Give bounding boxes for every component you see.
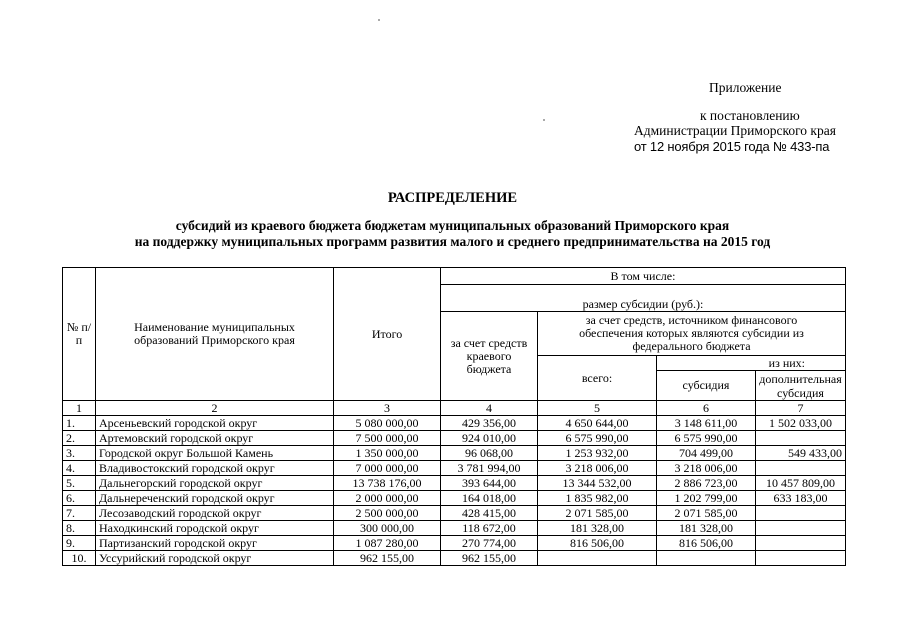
federal-total-amount: 816 506,00 <box>538 536 657 551</box>
row-number: 4. <box>63 461 96 476</box>
regional-budget-header: за счет средств краевого бюджета <box>441 312 538 401</box>
table-row <box>63 476 846 491</box>
additional-subsidy-header: дополнительная субсидия <box>756 371 846 401</box>
column-number: 6 <box>657 401 756 416</box>
column-number: 7 <box>756 401 846 416</box>
table-row <box>63 461 846 476</box>
table-row <box>63 491 846 506</box>
total-amount: 300 000,00 <box>334 521 441 536</box>
row-number: 10. <box>63 551 96 566</box>
document-subtitle-2: на поддержку муниципальных программ развития малого и среднего предпринимательства на 2015 год <box>134 234 771 249</box>
additional-subsidy-amount <box>756 521 846 536</box>
row-number: 9. <box>63 536 96 551</box>
additional-subsidy-amount <box>756 536 846 551</box>
subsidy-size-header: размер субсидии (руб.): <box>441 285 846 312</box>
additional-subsidy-amount <box>756 506 846 521</box>
additional-subsidy-amount: 549 433,00 <box>756 446 846 461</box>
subsidy-header: субсидия <box>657 371 756 401</box>
regional-amount: 118 672,00 <box>441 521 538 536</box>
municipality-name: Арсеньевский городской округ <box>96 416 334 431</box>
header-row <box>63 268 846 285</box>
municipality-name: Владивостокский городской округ <box>96 461 334 476</box>
appendix-label: Приложение <box>709 80 782 95</box>
col-num-header: № п/п <box>63 268 96 401</box>
subsidy-amount: 1 202 799,00 <box>657 491 756 506</box>
table-row <box>63 506 846 521</box>
total-amount: 13 738 176,00 <box>334 476 441 491</box>
scan-speck <box>543 119 545 121</box>
total-amount: 7 000 000,00 <box>334 461 441 476</box>
subsidy-table <box>62 267 846 566</box>
federal-total-amount: 1 835 982,00 <box>538 491 657 506</box>
subsidy-amount: 2 071 585,00 <box>657 506 756 521</box>
regional-amount: 164 018,00 <box>441 491 538 506</box>
additional-subsidy-amount: 10 457 809,00 <box>756 476 846 491</box>
column-number-row <box>63 401 846 416</box>
fed-total-header: всего: <box>538 356 657 401</box>
municipality-name: Находкинский городской округ <box>96 521 334 536</box>
additional-subsidy-amount <box>756 431 846 446</box>
additional-subsidy-amount: 1 502 033,00 <box>756 416 846 431</box>
federal-total-amount: 2 071 585,00 <box>538 506 657 521</box>
table-row <box>63 521 846 536</box>
regional-amount: 3 781 994,00 <box>441 461 538 476</box>
total-amount: 2 500 000,00 <box>334 506 441 521</box>
additional-subsidy-amount <box>756 461 846 476</box>
federal-total-amount: 3 218 006,00 <box>538 461 657 476</box>
row-number: 6. <box>63 491 96 506</box>
additional-subsidy-amount <box>756 551 846 566</box>
resolution-date: от 12 ноября 2015 года № 433-па <box>634 139 830 154</box>
regional-amount: 962 155,00 <box>441 551 538 566</box>
subsidy-amount: 3 218 006,00 <box>657 461 756 476</box>
of-which-header: из них: <box>657 356 846 371</box>
row-number: 2. <box>63 431 96 446</box>
regional-amount: 96 068,00 <box>441 446 538 461</box>
col-name-header: Наименование муниципальных образований Приморского края <box>96 268 334 401</box>
total-amount: 5 080 000,00 <box>334 416 441 431</box>
table-row <box>63 551 846 566</box>
col-total-header: Итого <box>334 268 441 401</box>
federal-total-amount: 181 328,00 <box>538 521 657 536</box>
column-number: 1 <box>63 401 96 416</box>
table-row <box>63 416 846 431</box>
federal-total-amount <box>538 551 657 566</box>
total-amount: 1 350 000,00 <box>334 446 441 461</box>
table-row <box>63 431 846 446</box>
column-number: 4 <box>441 401 538 416</box>
subsidy-amount: 2 886 723,00 <box>657 476 756 491</box>
resolution-ref: к постановлению <box>700 108 800 123</box>
document-title: РАСПРЕДЕЛЕНИЕ <box>387 190 518 206</box>
row-number: 3. <box>63 446 96 461</box>
administration-ref: Администрации Приморского края <box>634 123 836 138</box>
regional-amount: 428 415,00 <box>441 506 538 521</box>
federal-total-amount: 1 253 932,00 <box>538 446 657 461</box>
subsidy-amount <box>657 551 756 566</box>
column-number: 2 <box>96 401 334 416</box>
regional-amount: 429 356,00 <box>441 416 538 431</box>
federal-total-amount: 6 575 990,00 <box>538 431 657 446</box>
row-number: 8. <box>63 521 96 536</box>
regional-amount: 270 774,00 <box>441 536 538 551</box>
municipality-name: Лесозаводский городской округ <box>96 506 334 521</box>
column-number: 5 <box>538 401 657 416</box>
table-row <box>63 446 846 461</box>
row-number: 7. <box>63 506 96 521</box>
column-number: 3 <box>334 401 441 416</box>
subsidy-amount: 816 506,00 <box>657 536 756 551</box>
municipality-name: Дальнереченский городской округ <box>96 491 334 506</box>
row-number: 5. <box>63 476 96 491</box>
municipality-name: Артемовский городской округ <box>96 431 334 446</box>
subsidy-amount: 704 499,00 <box>657 446 756 461</box>
regional-amount: 924 010,00 <box>441 431 538 446</box>
federal-total-amount: 4 650 644,00 <box>538 416 657 431</box>
municipality-name: Дальнегорский городской округ <box>96 476 334 491</box>
municipality-name: Городской округ Большой Камень <box>96 446 334 461</box>
federal-budget-header: за счет средств, источником финансового обеспечения которых являются субсидии из федерального бюджета <box>538 312 846 356</box>
total-amount: 7 500 000,00 <box>334 431 441 446</box>
row-number: 1. <box>63 416 96 431</box>
total-amount: 962 155,00 <box>334 551 441 566</box>
total-amount: 2 000 000,00 <box>334 491 441 506</box>
in-that-header: В том числе: <box>441 268 846 285</box>
regional-amount: 393 644,00 <box>441 476 538 491</box>
scan-speck <box>378 19 380 21</box>
total-amount: 1 087 280,00 <box>334 536 441 551</box>
municipality-name: Уссурийский городской округ <box>96 551 334 566</box>
table-row <box>63 536 846 551</box>
subsidy-amount: 3 148 611,00 <box>657 416 756 431</box>
subsidy-amount: 181 328,00 <box>657 521 756 536</box>
subsidy-amount: 6 575 990,00 <box>657 431 756 446</box>
document-subtitle-1: субсидий из краевого бюджета бюджетам муниципальных образований Приморского края <box>175 218 730 233</box>
municipality-name: Партизанский городской округ <box>96 536 334 551</box>
federal-total-amount: 13 344 532,00 <box>538 476 657 491</box>
additional-subsidy-amount: 633 183,00 <box>756 491 846 506</box>
